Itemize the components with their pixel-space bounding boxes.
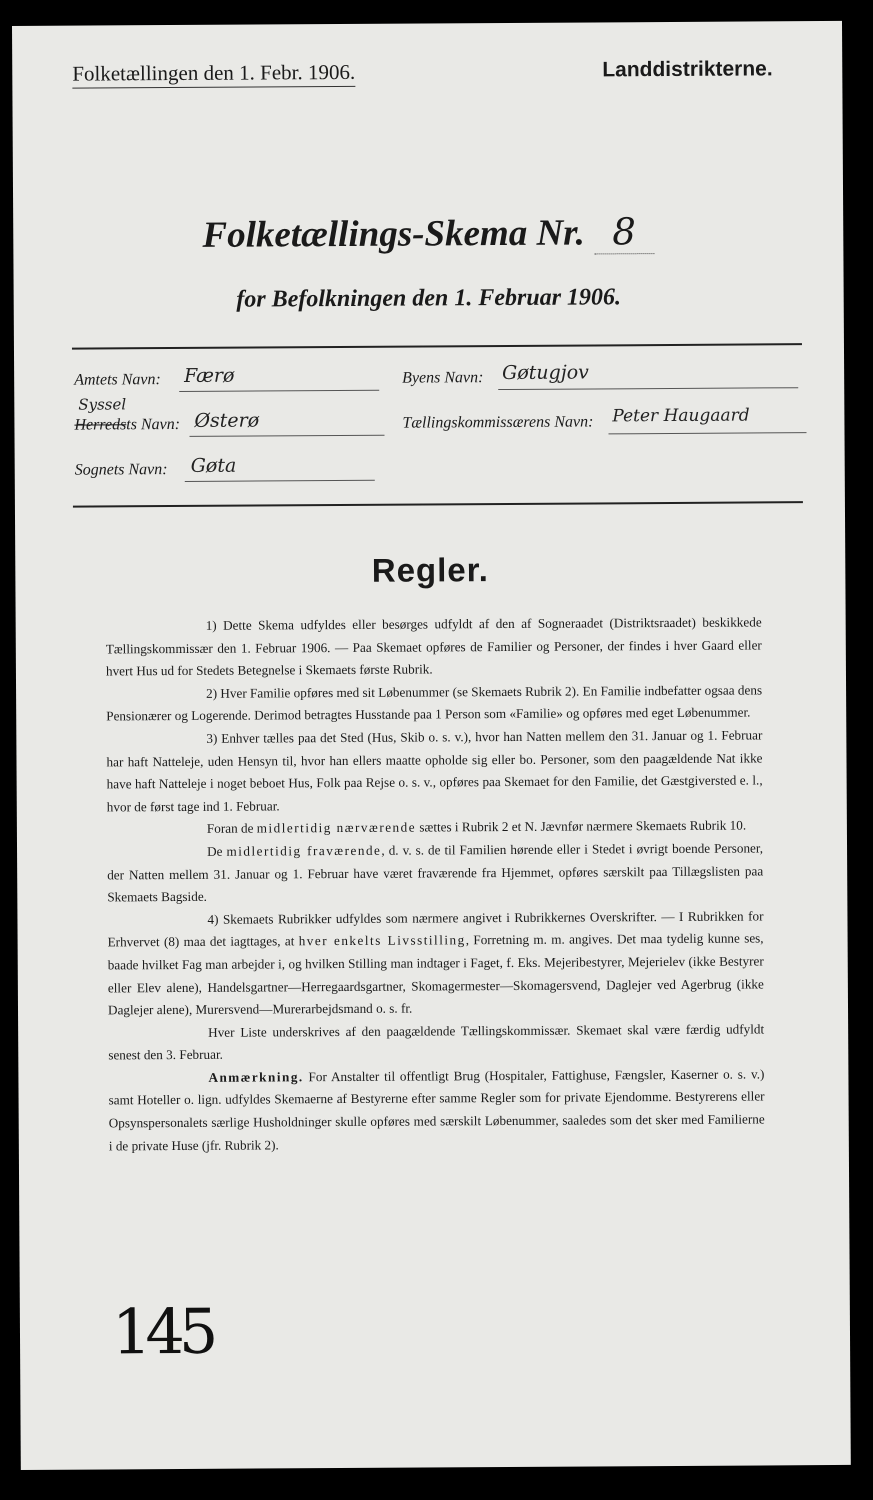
rule-4-post: , Forretning m. m. angives. Det maa tydelig kunne ses, baade hvilket Fag man arbejder i, og hvilken Stilling man indtager i Faget, f. Eks. Mejeribestyrer, Mejerielev (ikke Bestyrer eller Elev alene), Handelsgartner—Herregaardsgartner, Skomagermester—Skomagersvend, Daglejer ved Agerbrug (ikke Daglejer alene), Murersvend—Murerarbejdsmand o. s. fr. [107,930,764,1018]
sogn-value: Gøta [190,454,237,477]
kommissaer-value: Peter Haugaard [612,405,750,427]
kommissaer-field [402,405,812,433]
kommissaer-line [608,432,806,434]
form-title [13,209,843,258]
rule-4-spaced: hver enkelts Livsstilling [298,932,466,949]
bottom-divider [73,501,803,507]
rule-1: 1) Dette Skema udfyldes eller besørges udfyldt af den af Sogneraadet (Distriktsraadet) beskikkede Tællingskommissær den 1. Februar 1906. — Paa Skemaet opføres de Familier og Personer, der findes i hver Gaard eller hvert Hus ud for Stedets Betegnelse i Skemaets første Rubrik. [105,614,762,679]
byen-label: Byens Navn: [402,369,484,387]
rule-3c-pre: De [206,843,223,859]
rule-3b-post: sættes i Rubrik 2 et N. Jævnfør nærmere Skemaets Rubrik 10. [419,817,747,835]
rule-3b-pre: Foran de [206,820,254,837]
rules-body [106,611,765,1157]
header-left-title: Folketællingen den 1. Febr. 1906. [72,60,355,89]
herred-label: ts Navn: [126,415,181,434]
kommissaer-label: Tællingskommissærens Navn: [402,413,594,432]
annotation-note-text: For Anstalter til offentligt Brug (Hospitaler, Fattighuse, Fængsler, Kaserner o. s. v.) samt Hoteller o. lign. udfyldes Skemaerne af Bestyrerne efter samme Regler som for private Ejendomme. Bestyrerens eller Opsynspersonalets særlige Husholdninger skulle opføres med særskilt Løbenummer, saaledes som det sker med Familierne i de private Huse (jfr. Rubrik 2). [108,1066,765,1154]
herred-field [74,409,384,435]
rule-3b-spaced: midlertidig nærværende [256,819,417,836]
rule-3c [107,837,763,909]
handwritten-page-number: 145 [111,1294,213,1369]
rule-4 [107,905,764,1022]
rule-2: 2) Hver Familie opføres med sit Løbenummer (se Skemaets Rubrik 2). En Familie indbefatter ogsaa dens Pensionærer og Logerende. Derimod betragtes Husstande paa 1 Person som «Familie» og opføres med eget Løbenummer. [106,682,763,724]
sogn-line [185,480,375,482]
rule-3: 3) Enhver tælles paa det Sted (Hus, Skib o. s. v.), hvor han Natten mellem den 31. Januar og 1. Februar har haft Natteleje, uden Hensyn til, hvor han ellers maatte opholde sig eller bo. Personer, som den paagældende Nat ikke have haft Natteleje i noget beboet Hus, Folk paa Rejse o. s. v., opføres paa Skemaet for den Familie, det Gæstgiversted e. l., hvor de først tage ind 1. Februar. [106,727,763,815]
rule-3c-spaced: midlertidig fraværende [226,842,382,859]
rule-4-pre: 4) Skemaets Rubrikker udfyldes som nærmere angivet i Rubrikkernes Overskrifter. — I Rubrikken for Erhvervet (8) maa det iagttages, at [107,908,764,950]
amt-label: Amtets Navn: [74,371,161,389]
amt-field [74,364,384,390]
herred-value: Østerø [194,409,260,432]
rule-3c-post: , d. v. s. de til Familien hørende eller i Stedet i øvrigt boende Personer, der Natten mellem 31. Januar og 1. Februar have været fraværende fra Hjemmet, opføres særskilt paa Tillægslisten paa Skemaets Bagside. [107,840,764,905]
byen-line [498,387,798,390]
sogn-field [74,454,385,480]
form-title-text: Folketællings-Skema Nr. [202,212,585,256]
sogn-label: Sognets Navn: [74,461,168,479]
rules-heading: Regler. [371,551,489,589]
rule-5: Hver Liste underskrives af den paagældende Tællingskommissær. Skemaet skal være færdig udfyldt senest den 3. Februar. [108,1021,765,1063]
byen-value: Gøtugjov [502,361,589,385]
sysel-overwrite: Syssel [78,395,127,414]
herred-line [190,435,385,437]
annotation-note-label: Anmærkning. [208,1069,304,1085]
census-form-page [12,21,851,1470]
amt-line [179,390,379,392]
form-subtitle: for Befolkningen den 1. Februar 1906. [236,284,622,313]
byen-field [402,361,802,387]
form-number: 8 [594,210,654,254]
annotation-note [108,1063,765,1157]
top-divider [72,343,802,349]
herred-struck-label: Herreds [74,416,127,434]
amt-value: Færø [184,364,235,387]
header-district-type: Landdistrikterne. [602,57,773,82]
